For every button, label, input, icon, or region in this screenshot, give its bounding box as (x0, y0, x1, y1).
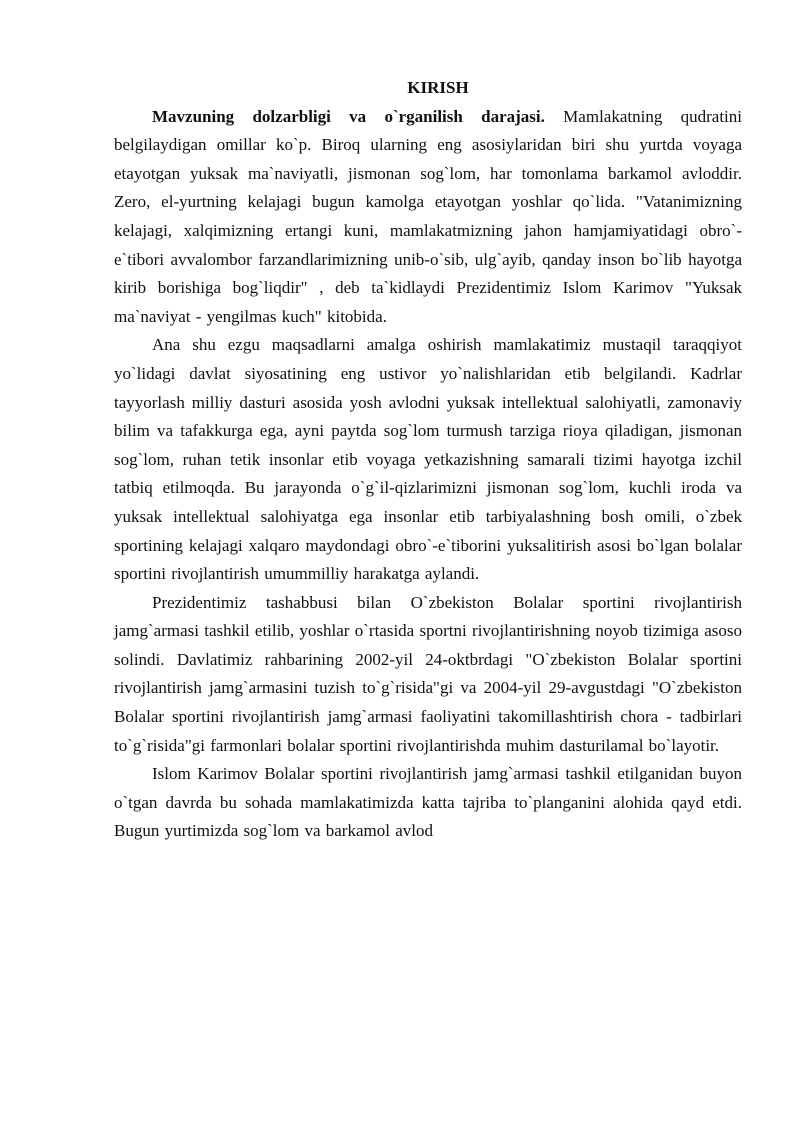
paragraph-text: Prezidentimiz tashabbusi bilan O`zbekiston Bolalar sportini rivojlantirish jamg`armasi tashkil etilib, yoshlar o`rtasida sportni rivojlantirishning noyob tizimiga asoso solindi. Davlatimiz rahbarining 2002-yil 24-oktbrdagi "O`zbekiston Bolalar sportini rivojlantirish jamg`armasini tuzish to`g`risida"gi va 2004-yil 29-avgustdagi "O`zbekiston Bolalar sportini rivojlantirish jamg`armasi faoliyatini takomillashtirish chora - tadbirlari to`g`risida"gi farmonlari bolalar sportini rivojlantirishda muhim dasturilamal bo`layotir. (114, 592, 742, 755)
paragraph-text: Ana shu ezgu maqsadlarni amalga oshirish mamlakatimiz mustaqil taraqqiyot yo`lidagi davlat siyosatining eng ustivor yo`nalishlaridan etib belgilandi. Kadrlar tayyorlash milliy dasturi asosida yosh avlodni yuksak intellektual salohiyatli, zamonaviy bilim va tafakkurga ega, ayni paytda sog`lom turmush tarziga rioya qiladigan, jismonan sog`lom, ruhan tetik insonlar etib voyaga yetkazishning samarali tizimi hayotga izchil tatbiq etilmoqda. Bu jarayonda o`g`il-qizlarimizni jismonan sog`lom, kuchli iroda va yuksak intellektual salohiyatga ega insonlar etib tarbiyalashning bosh omili, o`zbek sportining kelajagi xalqaro maydondagi obro`-e`tiborini yuksalitirish asosi bo`lgan bolalar sportini rivojlantirish umummilliy harakatga aylandi. (114, 335, 742, 584)
paragraph (114, 589, 742, 761)
document-page (114, 74, 742, 846)
paragraph (114, 103, 742, 332)
paragraph (114, 331, 742, 588)
paragraph-text: Mamlakatning qudratini belgilaydigan omillar ko`p. Biroq ularning eng asosiylaridan biri shu yurtda voyaga etayotgan yuksak ma`naviyatli, jismonan sog`lom, har tomonlama barkamol avloddir. Zero, el-yurtning kelajagi bugun kamolga etayotgan yoshlar qo`lida. "Vatanimizning kelajagi, xalqimizning ertangi kuni, mamlakatmizning jahon hamjamiyatidagi obro`-e`tibori avvalombor farzandlarimizning unib-o`sib, ulg`ayib, qanday inson bo`lib hayotga kirib borishiga bog`liqdir" , deb ta`kidlaydi Prezidentimiz Islom Karimov "Yuksak ma`naviyat - yengilmas kuch" kitobida. (114, 106, 742, 326)
paragraph-text: Islom Karimov Bolalar sportini rivojlantirish jamg`armasi tashkil etilganidan buyon o`tgan davrda bu sohada mamlakatimizda katta tajriba to`planganini alohida qayd etdi. Bugun yurtimizda sog`lom va barkamol avlod (114, 764, 742, 841)
paragraph (114, 760, 742, 846)
paragraph-lead-heading: Mavzuning dolzarbligi va o`rganilish darajasi. (152, 106, 545, 126)
page-title: KIRISH (407, 78, 469, 97)
